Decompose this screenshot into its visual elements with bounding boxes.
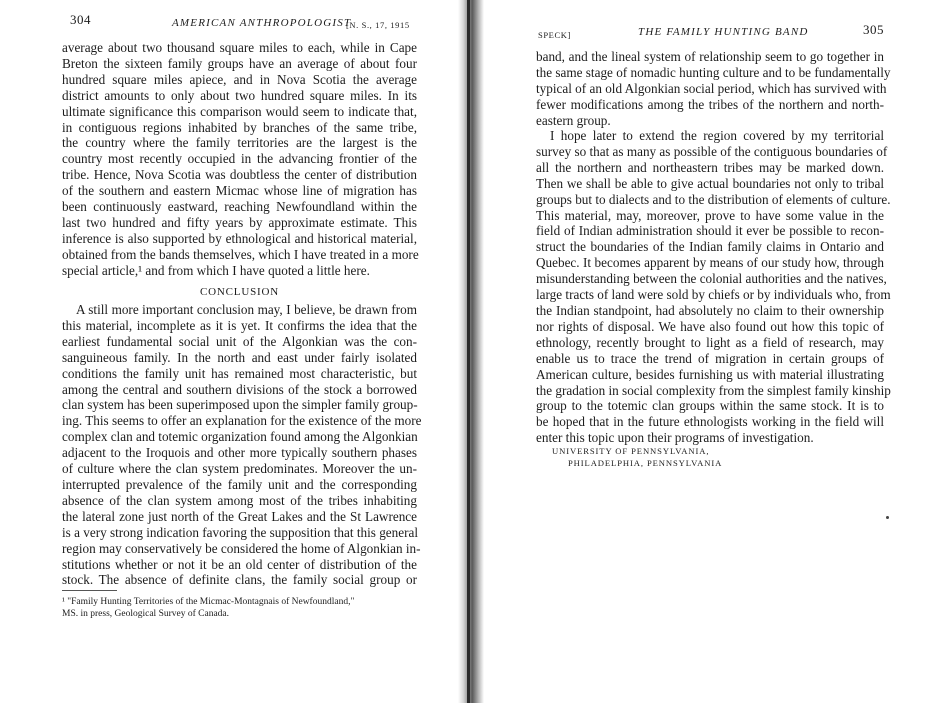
body-line: the gradation in social complexity from the simplest family kinship xyxy=(536,382,891,398)
body-line: fewer modifications among the tribes of the northern and north- xyxy=(536,96,884,112)
body-line: struct the boundaries of the Indian family claims in Ontario and xyxy=(536,239,884,255)
left-page-number: 304 xyxy=(70,12,91,27)
body-line: the lateral zone just north of the Great Lakes and the St Lawrence xyxy=(62,508,417,524)
body-line: special article,¹ and from which I have quoted a little here. xyxy=(62,262,370,278)
body-line: inference is also supported by ethnological and historical material, xyxy=(62,230,417,246)
right-paragraph-1 xyxy=(536,49,891,129)
body-line: clan system has been superimposed upon the simpler family group- xyxy=(62,397,418,413)
body-line: be hoped that in the future ethnologists working in the field will xyxy=(536,414,884,430)
body-line: absence of the clan system among most of the tribes inhabiting xyxy=(62,492,417,508)
body-line: is a very strong indication favoring the supposition that this general xyxy=(62,524,418,540)
body-line: survey so that as many as possible of the contiguous boundaries of xyxy=(536,143,888,159)
body-line: This material, may, moreover, prove to have some value in the xyxy=(536,207,884,223)
body-line: region may conservatively be considered the home of Algonkian in- xyxy=(62,540,421,556)
body-line: band, and the lineal system of relationship seem to go together in xyxy=(536,49,884,64)
body-line: misunderstanding between the colonial authorities and the natives, xyxy=(536,271,887,287)
body-line: enable us to trace the trend of migration in certain groups of xyxy=(536,350,884,366)
right-page-number: 305 xyxy=(863,22,884,37)
right-paragraph-2 xyxy=(536,128,891,446)
body-line: country most recently occupied in the advancing frontier of the xyxy=(62,151,417,167)
body-line: complex clan and totemic organization found among the Algonkian xyxy=(62,429,418,445)
body-line: the same stage of nomadic hunting culture and to be fundamentally xyxy=(536,64,891,80)
body-line: last two hundred and fifty years by approximate estimate. This xyxy=(62,214,417,230)
body-line: A still more important conclusion may, I believe, be drawn from xyxy=(76,302,417,317)
body-line: ethnology, recently brought to light as a field of research, may xyxy=(536,334,884,350)
body-line: eastern group. xyxy=(536,112,611,128)
body-line: average about two thousand square miles to each, while in Cape xyxy=(62,40,417,55)
left-paragraph-2 xyxy=(62,302,422,588)
body-line: stitutions whether or not it be an old center of distribution of the xyxy=(62,556,417,572)
body-line: nor rights of disposal. We have also found out how this topic of xyxy=(536,318,884,334)
author-affiliation xyxy=(552,445,812,469)
footnote-rule xyxy=(62,590,117,591)
left-heading-wrap xyxy=(62,284,417,302)
body-line: all the northern and northeastern tribes may be marked down. xyxy=(536,159,884,175)
body-line: large tracts of land were sold by chiefs or by individuals who, from xyxy=(536,287,891,303)
body-line: the Indian standpoint, had absolutely no claim to their ownership xyxy=(536,302,884,318)
body-line: enter this topic upon their programs of investigation. xyxy=(536,430,814,446)
body-line: among the central and southern divisions of the stock a borrowed xyxy=(62,381,417,397)
page-edge-shadow xyxy=(467,0,470,703)
footnote-line: MS. in press, Geological Survey of Canada. xyxy=(62,609,230,619)
body-line: earliest fundamental social unit of the Algonkian was the con- xyxy=(62,333,417,349)
right-author-head: SPECK] xyxy=(538,30,571,40)
left-series-info: [N. S., 17, 1915 xyxy=(346,20,410,30)
left-page xyxy=(0,0,462,703)
body-line: adjacent to the Iroquois and other more typically southern phases xyxy=(62,445,417,461)
body-line: group to the totemic clan groups within the same stock. It is to xyxy=(536,398,884,414)
body-line: the country where the family territories are the largest is the xyxy=(62,135,417,151)
body-line: conditions the family unit has remained most characteristic, but xyxy=(62,365,417,381)
right-running-head: THE FAMILY HUNTING BAND xyxy=(638,26,809,38)
body-line: sanguineous family. In the north and east under fairly isolated xyxy=(62,349,417,365)
body-line: of the southern and eastern Micmac whose line of migration has xyxy=(62,183,417,199)
footnote xyxy=(62,596,422,620)
left-paragraph-1 xyxy=(62,40,417,279)
body-line: American culture, besides furnishing us with material illustrating xyxy=(536,366,884,382)
affiliation-line: UNIVERSITY OF PENNSYLVANIA, xyxy=(552,446,710,456)
section-heading-conclusion: CONCLUSION xyxy=(200,286,279,298)
body-line: obtained from the bands themselves, which I have treated in a more xyxy=(62,246,419,262)
body-line: interrupted prevalence of the family unit and the corresponding xyxy=(62,476,417,492)
body-line: in contiguous regions inhabited by branches of the same tribe, xyxy=(62,119,417,135)
body-line: been continuously eastward, reaching Newfoundland within the xyxy=(62,199,417,215)
page-speck xyxy=(886,516,889,519)
body-line: ultimate significance this comparison would seem to indicate that, xyxy=(62,103,417,119)
body-line: Breton the sixteen family groups have an average of about four xyxy=(62,55,417,71)
body-line: groups but to dialects and to the distribution of elements of culture. xyxy=(536,191,891,207)
body-line: I hope later to extend the region covered by my territorial xyxy=(550,128,884,143)
affiliation-line: PHILADELPHIA, PENNSYLVANIA xyxy=(568,458,723,468)
body-line: Then we shall be able to give actual boundaries not only to tribal xyxy=(536,175,884,191)
body-line: this material, incomplete as it is yet. It confirms the idea that the xyxy=(62,317,417,333)
left-running-head: AMERICAN ANTHROPOLOGIST xyxy=(172,17,352,29)
right-page xyxy=(478,0,940,703)
body-line: district amounts to only about two hundred square miles. In its xyxy=(62,87,417,103)
body-line: stock. The absence of definite clans, the family social group or xyxy=(62,572,417,588)
body-line: field of Indian administration should it ever be possible to recon- xyxy=(536,223,884,239)
body-line: typical of an old Algonkian social period, which has survived with xyxy=(536,80,887,96)
body-line: ing. This seems to offer an explanation for the existence of the more xyxy=(62,413,422,429)
footnote-line: ¹ "Family Hunting Territories of the Micmac-Montagnais of Newfoundland," xyxy=(62,597,355,607)
body-line: of culture where the clan system predominates. Moreover the un- xyxy=(62,461,417,477)
body-line: hundred square miles apiece, and in Nova Scotia the average xyxy=(62,71,417,87)
body-line: tribe. Hence, Nova Scotia was doubtless the center of distribution xyxy=(62,167,417,183)
body-line: Quebec. It becomes apparent by means of our study how, through xyxy=(536,255,884,271)
